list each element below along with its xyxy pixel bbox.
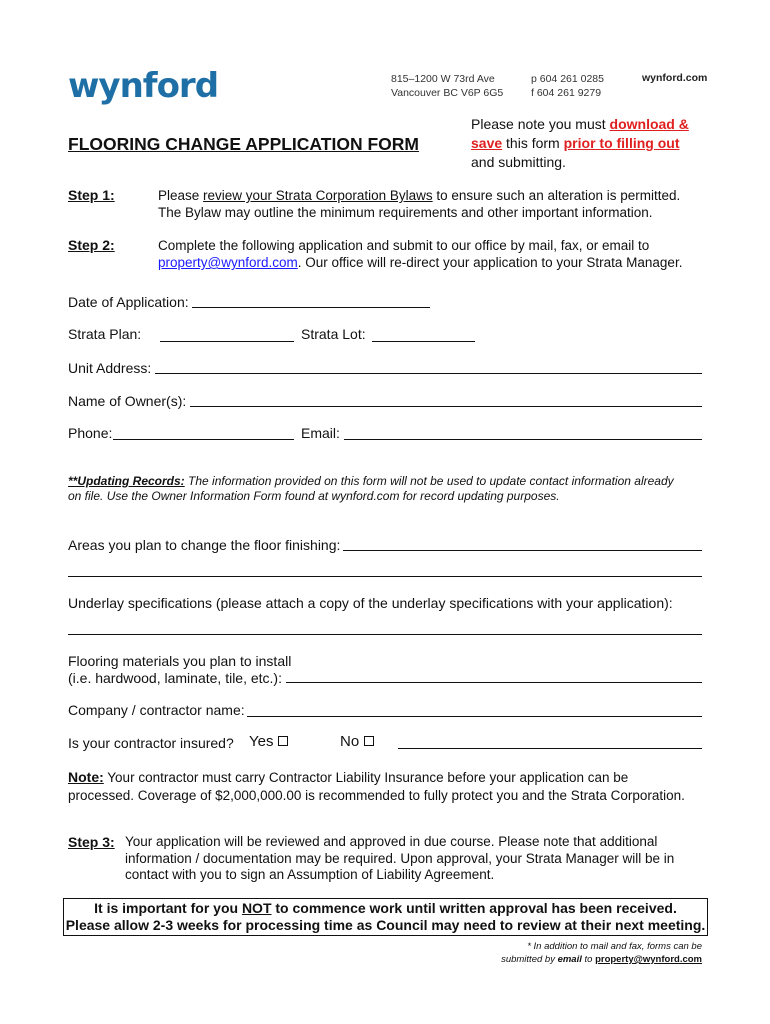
insured-no-option[interactable]	[340, 733, 374, 750]
note-save: save	[471, 135, 503, 151]
footer-note	[501, 940, 702, 966]
step3-text	[125, 834, 705, 884]
updating-records-text: The information provided on this form will not be used to update contact information already	[184, 474, 674, 488]
date-input-line[interactable]	[192, 307, 430, 308]
phone-input-line[interactable]	[113, 439, 294, 440]
step3-label: Step 3:	[68, 834, 115, 850]
materials-input-line[interactable]	[286, 682, 702, 683]
updating-records-label: **Updating Records:	[68, 474, 185, 488]
footer-line1: * In addition to mail and fax, forms can be	[527, 941, 702, 952]
note-prior: prior to filling out	[563, 135, 680, 151]
underlay-input-line[interactable]	[68, 634, 702, 635]
phone-label: Phone:	[68, 425, 113, 441]
insurance-note-line2: processed. Coverage of $2,000,000.00 is recommended to fully protect you and the Strata Corporation.	[68, 788, 685, 803]
form-title: FLOORING CHANGE APPLICATION FORM	[68, 134, 419, 154]
insured-details-line[interactable]	[398, 748, 702, 749]
materials-line1: Flooring materials you plan to install	[68, 653, 292, 669]
contact-numbers	[531, 72, 604, 100]
materials-line2: (i.e. hardwood, laminate, tile, etc.):	[68, 670, 282, 686]
materials-label	[68, 653, 291, 687]
phone-number: p 604 261 0285	[531, 73, 604, 85]
underlay-label: Underlay specifications (please attach a copy of the underlay specifications with your application):	[68, 595, 673, 611]
insured-yes-option[interactable]	[249, 733, 288, 750]
insurance-note-label: Note:	[68, 769, 104, 785]
fax-number: f 604 261 9279	[531, 87, 602, 99]
no-checkbox[interactable]	[364, 736, 374, 746]
step2-text	[158, 237, 718, 271]
footer-pre: submitted by	[501, 954, 558, 965]
strata-lot-label: Strata Lot:	[301, 326, 366, 342]
insurance-note-line1: Your contractor must carry Contractor Liability Insurance before your application can be	[103, 770, 629, 785]
no-label: No	[340, 733, 360, 750]
areas-input-line-2[interactable]	[68, 576, 702, 577]
step2-post: . Our office will re-direct your application to your Strata Manager.	[297, 255, 683, 270]
note-download: download &	[609, 116, 689, 132]
areas-label: Areas you plan to change the floor finishing:	[68, 537, 341, 553]
footer-email-word: email	[557, 954, 582, 965]
email-label: Email:	[301, 425, 340, 441]
date-label: Date of Application:	[68, 294, 189, 310]
unit-address-input-line[interactable]	[155, 373, 702, 374]
owners-label: Name of Owner(s):	[68, 393, 187, 409]
footer-line2	[501, 953, 702, 966]
step2-line1: Complete the following application and submit to our office by mail, fax, or email to	[158, 238, 650, 253]
note-middle: this form	[502, 135, 564, 151]
updating-records-note	[68, 474, 708, 504]
warning-line2: Please allow 2-3 weeks for processing time as Council may need to review at their next meeting.	[65, 917, 706, 933]
yes-checkbox[interactable]	[278, 736, 288, 746]
step1-post: to ensure such an alteration is permitted.	[432, 188, 681, 203]
warning-pre: It is important for you	[94, 900, 242, 916]
step1-label: Step 1:	[68, 187, 115, 203]
owners-input-line[interactable]	[190, 406, 702, 407]
note-prefix: Please note you must	[471, 116, 610, 132]
website[interactable]: wynford.com	[642, 72, 708, 84]
step3-line3: contact with you to sign an Assumption of Liability Agreement.	[125, 867, 495, 882]
email-link[interactable]: property@wynford.com	[158, 255, 298, 270]
insurance-note	[68, 768, 708, 805]
step3-line2: information / documentation may be required. Upon approval, your Strata Manager will be in	[125, 850, 675, 866]
insured-question: Is your contractor insured?	[68, 735, 234, 751]
bylaws-link[interactable]: review your Strata Corporation Bylaws	[203, 188, 433, 203]
strata-plan-label: Strata Plan:	[68, 326, 142, 342]
footer-email-link[interactable]: property@wynford.com	[595, 954, 702, 965]
address-line-1: 815–1200 W 73rd Ave	[391, 73, 495, 85]
yes-label: Yes	[249, 733, 274, 750]
footer-to: to	[581, 954, 596, 965]
warning-post: to commence work until written approval has been received.	[271, 900, 677, 916]
download-note	[471, 115, 721, 172]
note-suffix: and submitting.	[471, 154, 566, 170]
strata-lot-input-line[interactable]	[372, 341, 475, 342]
address-line-2: Vancouver BC V6P 6G5	[391, 87, 504, 99]
contractor-name-input-line[interactable]	[247, 716, 702, 717]
contractor-name-label: Company / contractor name:	[68, 702, 245, 718]
step1-pre: Please	[158, 188, 204, 203]
warning-not: NOT	[241, 900, 272, 916]
office-address	[391, 72, 503, 100]
wynford-logo: wynford	[68, 66, 219, 106]
step3-line1: Your application will be reviewed and approved in due course. Please note that additional	[125, 834, 658, 849]
strata-plan-input-line[interactable]	[160, 341, 294, 342]
areas-input-line[interactable]	[343, 550, 702, 551]
unit-address-label: Unit Address:	[68, 360, 152, 376]
step2-label: Step 2:	[68, 237, 115, 253]
step1-text	[158, 187, 718, 221]
warning-box	[63, 898, 708, 936]
step1-line2: The Bylaw may outline the minimum requirements and other important information.	[158, 205, 653, 220]
updating-records-line2: on file. Use the Owner Information Form found at wynford.com for record updating purposes.	[68, 489, 560, 503]
email-input-line[interactable]	[344, 439, 702, 440]
